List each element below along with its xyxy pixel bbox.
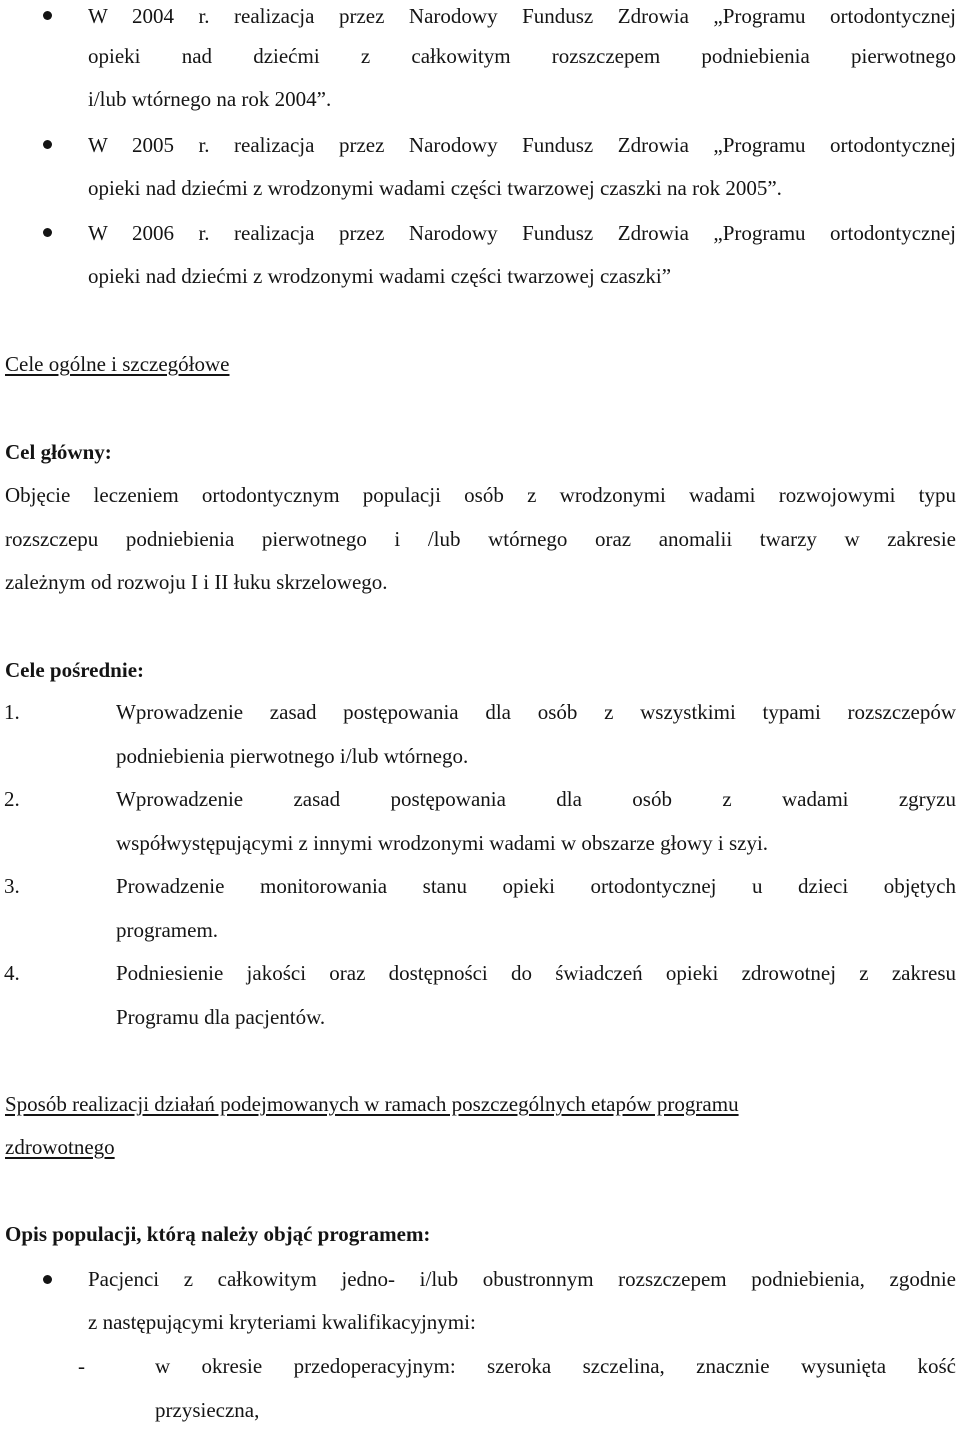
- text-line: Objęcie leczeniem ortodontycznym populacji osób z wrodzonymi wadami rozwojowymi typu: [5, 483, 956, 507]
- bullet-icon: [43, 11, 52, 20]
- list-number: 3.: [4, 874, 20, 898]
- text-line: programem.: [116, 918, 219, 942]
- section-heading: [5, 1125, 955, 1169]
- text-line: współwystępującymi z innymi wrodzonymi wadami w obszarze głowy i szyi.: [116, 831, 769, 855]
- text-line: Prowadzenie monitorowania stanu opieki ortodontycznej u dzieci objętych: [116, 874, 956, 898]
- bullet-icon: [43, 140, 52, 149]
- list-number: 2.: [4, 787, 20, 811]
- text-line: W 2005 r. realizacja przez Narodowy Fundusz Zdrowia „Programu ortodontycznej: [88, 133, 956, 157]
- text-line: opieki nad dziećmi z wrodzonymi wadami części twarzowej czaszki”: [88, 264, 672, 288]
- section-heading: [5, 1082, 955, 1126]
- intermediate-goals-label: Cele pośrednie:: [5, 658, 145, 682]
- text-line: Programu dla pacjentów.: [116, 1005, 326, 1029]
- section-heading: [5, 342, 955, 386]
- text-line: opieki nad dziećmi z całkowitym rozszczepem podniebienia pierwotnego: [88, 44, 956, 68]
- bullet-icon: [43, 228, 52, 237]
- text-line: zależnym od rozwoju I i II łuku skrzelowego.: [5, 570, 388, 594]
- main-goal-label: Cel główny:: [5, 440, 112, 464]
- population-label: Opis populacji, którą należy objąć programem:: [5, 1222, 431, 1246]
- list-number: 4.: [4, 961, 20, 985]
- text-line: z następującymi kryteriami kwalifikacyjnymi:: [88, 1310, 476, 1334]
- text-line: podniebienia pierwotnego i/lub wtórnego.: [116, 744, 469, 768]
- text-line: w okresie przedoperacyjnym: szeroka szczelina, znacznie wysunięta kość: [155, 1354, 956, 1378]
- section-heading-text: Cele ogólne i szczegółowe: [5, 352, 230, 376]
- text-line: przysieczna,: [155, 1398, 260, 1422]
- text-line: W 2006 r. realizacja przez Narodowy Fundusz Zdrowia „Programu ortodontycznej: [88, 221, 956, 245]
- text-line: Wprowadzenie zasad postępowania dla osób z wszystkimi typami rozszczepów: [116, 700, 956, 724]
- text-line: rozszczepu podniebienia pierwotnego i /lub wtórnego oraz anomalii twarzy w zakresie: [5, 527, 956, 551]
- dash-marker: -: [78, 1354, 85, 1378]
- bullet-icon: [43, 1275, 52, 1284]
- text-line: Pacjenci z całkowitym jedno- i/lub obustronnym rozszczepem podniebienia, zgodnie: [88, 1267, 956, 1291]
- text-line: W 2004 r. realizacja przez Narodowy Fundusz Zdrowia „Programu ortodontycznej: [88, 4, 956, 28]
- list-number: 1.: [4, 700, 20, 724]
- text-line: i/lub wtórnego na rok 2004”.: [88, 87, 332, 111]
- section-heading-text: Sposób realizacji działań podejmowanych w ramach poszczególnych etapów programu: [5, 1092, 739, 1116]
- section-heading-text: zdrowotnego: [5, 1135, 115, 1159]
- text-line: opieki nad dziećmi z wrodzonymi wadami części twarzowej czaszki na rok 2005”.: [88, 176, 782, 200]
- text-line: Podniesienie jakości oraz dostępności do świadczeń opieki zdrowotnej z zakresu: [116, 961, 956, 985]
- text-line: Wprowadzenie zasad postępowania dla osób z wadami zgryzu: [116, 787, 956, 811]
